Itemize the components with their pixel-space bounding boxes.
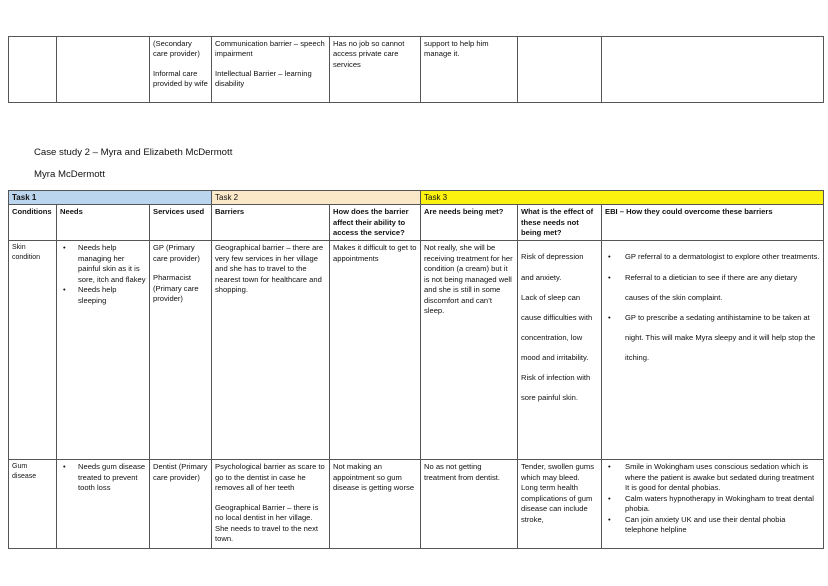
met-cell: [421, 37, 518, 103]
cell-text: Long term health complications of gum disease can include stroke,: [521, 483, 593, 524]
cell-text: Geographical Barrier – there is no local dentist in her village. She needs to travel to the next town.: [215, 502, 319, 544]
cell-text: Risk of depression and anxiety.: [521, 252, 584, 282]
effect-cell: [518, 460, 602, 549]
cell-text: Not making an appointment so gum disease is getting worse: [333, 462, 415, 493]
cell-text: Intellectual Barrier – learning disability: [215, 68, 312, 89]
barriers-cell: [212, 241, 330, 460]
task-row: [9, 191, 824, 205]
col-header-affect: How does the barrier affect their ability to access the service?: [330, 205, 421, 241]
col-header-needs: Needs: [57, 205, 150, 241]
affect-cell: [330, 460, 421, 549]
person-heading: Myra McDermott: [34, 169, 105, 180]
services-cell: [150, 241, 212, 460]
effect-cell: [518, 241, 602, 460]
list-item: • Needs help sleeping: [60, 285, 146, 306]
affect-cell: [330, 37, 421, 103]
cell-text: GP (Primary care provider): [153, 243, 200, 263]
table-cell: [518, 37, 602, 103]
table-cell: [9, 37, 57, 103]
case-study-table: [8, 190, 824, 549]
barriers-cell: [212, 37, 330, 103]
ebi-cell: [602, 460, 824, 549]
task3-label: Task 3: [421, 191, 824, 205]
met-cell: [421, 241, 518, 460]
condition-cell: Skin condition: [9, 241, 57, 460]
header-row: [9, 205, 824, 241]
cell-text: Not really, she will be receiving treatment for her condition (a cream) but it is not being managed well and she is still in some discomfort and can’t sleep.: [424, 243, 513, 316]
table-cell: [602, 37, 824, 103]
table-cell: [57, 37, 150, 103]
col-header-ebi: EBI – How they could overcome these barriers: [602, 205, 824, 241]
cell-text: Lack of sleep can cause difficulties with concentration, low mood and irritability.: [521, 292, 593, 362]
cell-text: Communication barrier – speech impairment: [215, 39, 325, 59]
condition-cell: Gum disease: [9, 460, 57, 549]
ebi-cell: [602, 241, 824, 460]
task1-label: Task 1: [9, 191, 212, 205]
cell-text: Informal care provided by wife: [153, 68, 208, 89]
cell-text: support to help him manage it.: [424, 39, 489, 59]
cell-text: No as not getting treatment from dentist.: [424, 462, 500, 482]
cell-text: Has no job so cannot access private care services: [333, 39, 405, 69]
cell-text: Dentist (Primary care provider): [153, 462, 208, 482]
table-row: [9, 37, 824, 103]
list-item: • GP to prescribe a sedating antihistamine to be taken at night. This will make Myra sleepy and it will help stop the itching.: [605, 308, 820, 368]
list-item: • Needs gum disease treated to prevent tooth loss: [60, 462, 146, 493]
col-header-conditions: Conditions: [9, 205, 57, 241]
previous-case-table: [8, 36, 824, 103]
list-item: • Referral to a dietician to see if there are any dietary causes of the skin complaint.: [605, 268, 820, 308]
needs-cell: [57, 241, 150, 460]
task2-label: Task 2: [212, 191, 421, 205]
list-item: • Needs help managing her painful skin as it is sore, itch and flakey: [60, 243, 146, 285]
col-header-barriers: Barriers: [212, 205, 330, 241]
cell-text: Pharmacist (Primary care provider): [153, 273, 199, 304]
cell-text: (Secondary care provider): [153, 39, 200, 59]
table-row: [9, 460, 824, 549]
cell-text: Geographical barrier – there are very few services in her village and she has to travel to the nearest town for healthcare and shopping.: [215, 243, 324, 295]
cell-text: Risk of infection with sore painful skin.: [521, 373, 591, 403]
case-study-heading: Case study 2 – Myra and Elizabeth McDermott: [34, 147, 233, 158]
barriers-cell: [212, 460, 330, 549]
list-item: • Can join anxiety UK and use their dental phobia telephone helpline: [605, 515, 820, 536]
list-item: • Calm waters hypnotherapy in Wokingham to treat dental phobia.: [605, 494, 820, 515]
cell-text: Tender, swollen gums which may bleed.: [521, 462, 595, 482]
affect-cell: [330, 241, 421, 460]
table-row: [9, 241, 824, 460]
list-item: • GP referral to a dermatologist to explore other treatments.: [605, 247, 820, 267]
list-item: • Smile in Wokingham uses conscious sedation which is where the patient is awake but sedated during treatment It is good for dental phobias.: [605, 462, 820, 493]
services-cell: [150, 37, 212, 103]
col-header-services: Services used: [150, 205, 212, 241]
col-header-effect: What is the effect of these needs not being met?: [518, 205, 602, 241]
cell-text: Makes it difficult to get to appointments: [333, 243, 417, 263]
needs-cell: [57, 460, 150, 549]
services-cell: [150, 460, 212, 549]
col-header-met: Are needs being met?: [421, 205, 518, 241]
met-cell: [421, 460, 518, 549]
cell-text: Psychological barrier as scare to go to the dentist in case he removes all of her teeth: [215, 462, 325, 493]
